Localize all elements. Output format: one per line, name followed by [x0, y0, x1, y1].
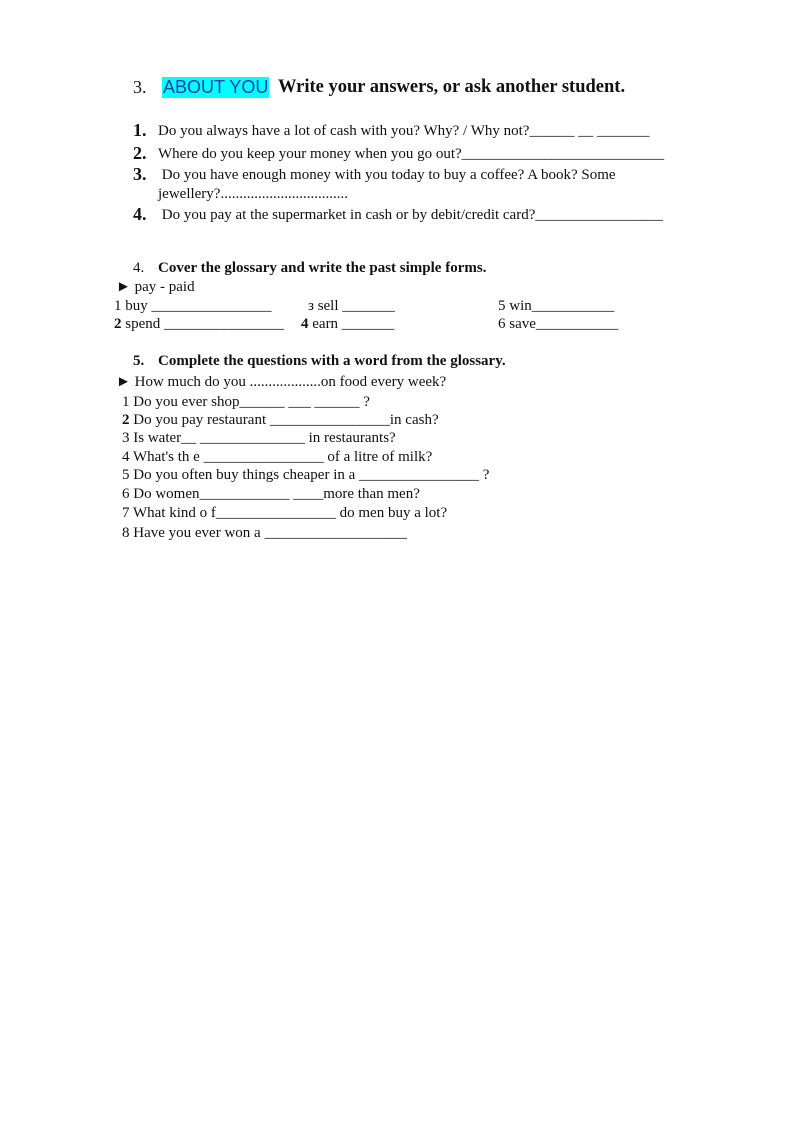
- s3-item1-number: 1.: [133, 120, 147, 140]
- section5-instruction: Complete the questions with a word from the glossary.: [158, 353, 506, 369]
- s5-item8-text: Have you ever won a ___________________: [129, 525, 407, 541]
- s5-item4: [122, 449, 432, 466]
- s3-item2-number: 2.: [133, 143, 147, 163]
- s5-item2-text: Do you pay restaurant ________________in cash?: [129, 412, 439, 428]
- s4-item3-number: з: [308, 298, 314, 314]
- s5-item8: [122, 525, 407, 542]
- play-arrow-icon: ►: [116, 279, 131, 295]
- section5-example: [116, 374, 446, 391]
- s4-item5: [498, 298, 614, 315]
- s5-item5-number: 5: [122, 467, 130, 483]
- s4-item6: [498, 316, 618, 333]
- s5-item2-number: 2: [122, 412, 130, 428]
- s4-item4-number: 4: [301, 316, 309, 332]
- section4-instruction: Cover the glossary and write the past simple forms.: [158, 260, 487, 276]
- s5-item1-text: Do you ever shop______ ___ ______ ?: [129, 394, 370, 410]
- section4-number: 4.: [133, 260, 145, 276]
- s4-item2-number: 2: [114, 316, 122, 332]
- s3-item3-number: 3.: [133, 164, 147, 184]
- s4-item6-text: save___________: [505, 316, 619, 332]
- section4-example-text: pay - paid: [130, 279, 195, 295]
- s5-item2: [122, 412, 439, 429]
- s3-item4-text: Do you pay at the supermarket in cash or by debit/credit card?_________________: [158, 207, 663, 223]
- s4-item3-text: sell _______: [313, 298, 395, 314]
- section3-highlight: ABOUT YOU: [163, 77, 269, 97]
- s5-item3: [122, 430, 396, 447]
- s5-item6: [122, 486, 420, 503]
- s4-item3: [308, 298, 395, 315]
- section3-number: 3.: [133, 77, 147, 97]
- s5-item6-text: Do women____________ ____more than men?: [129, 486, 420, 502]
- s4-item1-text: buy ________________: [121, 298, 272, 314]
- s5-item8-number: 8: [122, 525, 130, 541]
- s5-item4-text: What's th e ________________ of a litre of milk?: [129, 449, 433, 465]
- s5-item7: [122, 505, 447, 522]
- s3-item4-number: 4.: [133, 204, 147, 224]
- play-arrow-icon: ►: [116, 374, 131, 390]
- s3-item3-text-line2: jewellery?..................................: [158, 186, 348, 202]
- s4-item2: [114, 316, 284, 333]
- s3-item2-text: Where do you keep your money when you go out?___________________________: [158, 146, 665, 162]
- s4-item5-text: win___________: [505, 298, 615, 314]
- s5-item1-number: 1: [122, 394, 130, 410]
- s5-item1: [122, 394, 370, 411]
- s4-item1-number: 1: [114, 298, 122, 314]
- s4-item5-number: 5: [498, 298, 506, 314]
- section4-example: [116, 279, 195, 296]
- s5-item5-text: Do you often buy things cheaper in a ________________ ?: [129, 467, 490, 483]
- section5-example-text: How much do you ...................on food every week?: [130, 374, 447, 390]
- s4-item6-number: 6: [498, 316, 506, 332]
- s5-item4-number: 4: [122, 449, 130, 465]
- s4-item1: [114, 298, 272, 315]
- s3-item3-text: Do you have enough money with you today to buy a coffee? A book? Some: [158, 167, 616, 183]
- section5-number: 5.: [133, 353, 145, 369]
- s5-item3-number: 3: [122, 430, 130, 446]
- s5-item6-number: 6: [122, 486, 130, 502]
- section3-instruction: Write your answers, or ask another student.: [278, 77, 626, 97]
- s5-item7-text: What kind o f________________ do men buy a lot?: [129, 505, 448, 521]
- s4-item4: [301, 316, 394, 333]
- s5-item3-text: Is water__ ______________ in restaurants?: [129, 430, 396, 446]
- s5-item7-number: 7: [122, 505, 130, 521]
- s4-item2-text: spend ________________: [121, 316, 284, 332]
- s4-item4-text: earn _______: [308, 316, 395, 332]
- s3-item1-text: Do you always have a lot of cash with you? Why? / Why not?______ __ _______: [158, 123, 650, 139]
- s5-item5: [122, 467, 489, 484]
